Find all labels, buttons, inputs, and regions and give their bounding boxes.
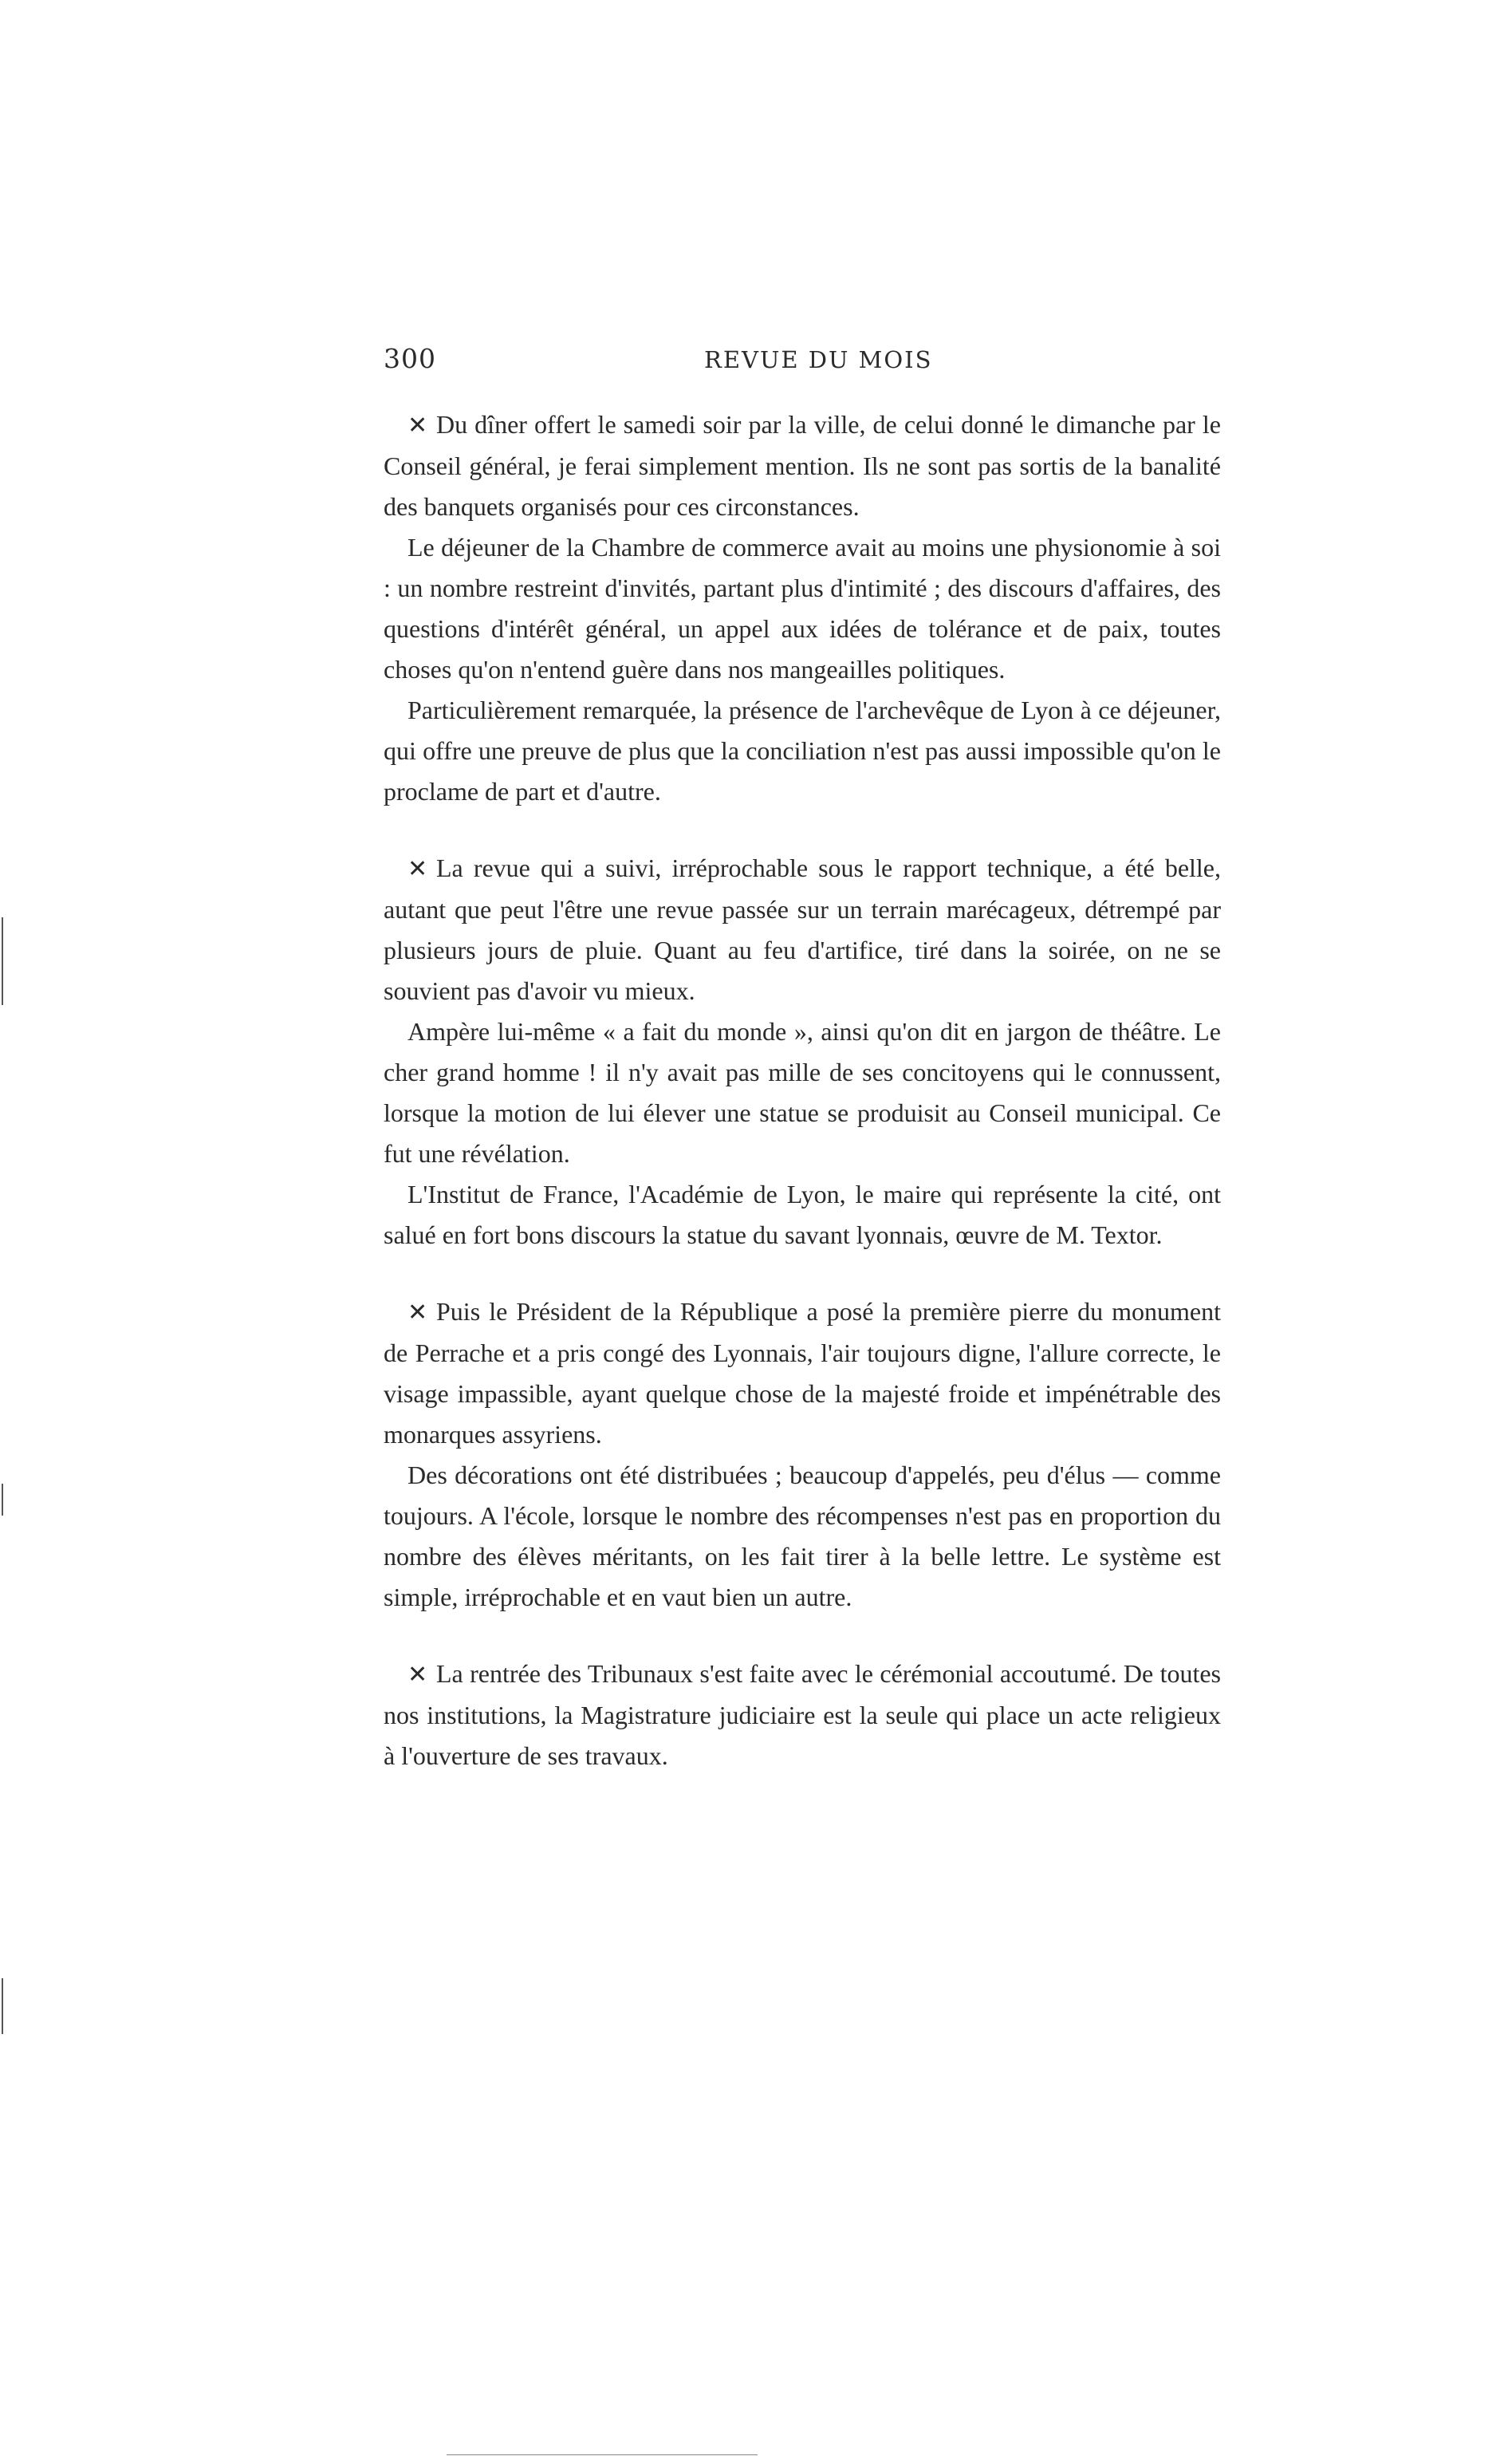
paragraph-5 bbox=[384, 1011, 1221, 1174]
paragraph-text: Particulièrement remarquée, la présence de l'archevêque de Lyon à ce déjeuner, qui offre une preuve de plus que la conciliation n'est pas aussi impossible qu'on le proclame de part et d'autre. bbox=[384, 696, 1221, 806]
paragraph-9 bbox=[384, 1654, 1221, 1776]
asterism-icon: ✕ bbox=[407, 1299, 428, 1327]
paragraph-7 bbox=[384, 1291, 1221, 1455]
scan-bottom-rule bbox=[447, 2454, 758, 2455]
scan-margin-mark bbox=[2, 1978, 3, 2034]
paragraph-2 bbox=[384, 527, 1221, 690]
body-text bbox=[384, 404, 1221, 1776]
paragraph-text: Le déjeuner de la Chambre de commerce avait au moins une physionomie à soi : un nombre restreint d'invités, partant plus d'intimité ; des discours d'affaires, des questions d'intérêt général, un appel aux idées de tolérance et de paix, toutes choses qu'on n'entend guère dans nos mangeailles politiques. bbox=[384, 533, 1221, 684]
paragraph-text: L'Institut de France, l'Académie de Lyon, le maire qui représente la cité, ont salué en fort bons discours la statue du savant lyonnais, œuvre de M. Textor. bbox=[384, 1180, 1221, 1249]
scan-margin-mark bbox=[2, 1484, 3, 1516]
paragraph-text: La rentrée des Tribunaux s'est faite avec le cérémonial accoutumé. De toutes nos institutions, la Magistrature judiciaire est la seule qui place un acte religieux à l'ouverture de ses travaux. bbox=[384, 1659, 1221, 1770]
asterism-icon: ✕ bbox=[407, 1661, 428, 1689]
paragraph-1 bbox=[384, 404, 1221, 527]
scan-margin-mark bbox=[2, 917, 3, 1005]
paragraph-text: Des décorations ont été distribuées ; beaucoup d'appelés, peu d'élus — comme toujours. A l'école, lorsque le nombre des récompenses n'est pas en proportion du nombre des élèves méritants, on les fait tirer à la belle lettre. Le système est simple, irréprochable et en vaut bien un autre. bbox=[384, 1461, 1221, 1611]
running-head bbox=[384, 343, 1221, 383]
paragraph-6 bbox=[384, 1174, 1221, 1256]
paragraph-8 bbox=[384, 1455, 1221, 1618]
page-number: 300 bbox=[384, 343, 436, 374]
asterism-icon: ✕ bbox=[407, 412, 428, 440]
paragraph-text: Ampère lui-même « a fait du monde », ainsi qu'on dit en jargon de théâtre. Le cher grand homme ! il n'y avait pas mille de ses concitoyens qui le connussent, lorsque la motion de lui élever une statue se produisit au Conseil municipal. Ce fut une révélation. bbox=[384, 1017, 1221, 1168]
paragraph-text: Puis le Président de la République a posé la première pierre du monument de Perrache et a pris congé des Lyonnais, l'air toujours digne, l'allure correcte, le visage impassible, ayant quelque chose de la majesté froide et impénétrable des monarques assyriens. bbox=[384, 1297, 1221, 1449]
running-title: REVUE DU MOIS bbox=[704, 346, 933, 373]
asterism-icon: ✕ bbox=[407, 855, 428, 883]
paragraph-4 bbox=[384, 848, 1221, 1011]
paragraph-text: La revue qui a suivi, irréprochable sous le rapport technique, a été belle, autant que peut l'être une revue passée sur un terrain marécageux, détrempé par plusieurs jours de pluie. Quant au feu d'artifice, tiré dans la soirée, on ne se souvient pas d'avoir vu mieux. bbox=[384, 854, 1221, 1005]
paragraph-3 bbox=[384, 690, 1221, 812]
paragraph-text: Du dîner offert le samedi soir par la ville, de celui donné le dimanche par le Conseil général, je ferai simplement mention. Ils ne sont pas sortis de la banalité des banquets organisés pour ces circonstances. bbox=[384, 410, 1221, 521]
